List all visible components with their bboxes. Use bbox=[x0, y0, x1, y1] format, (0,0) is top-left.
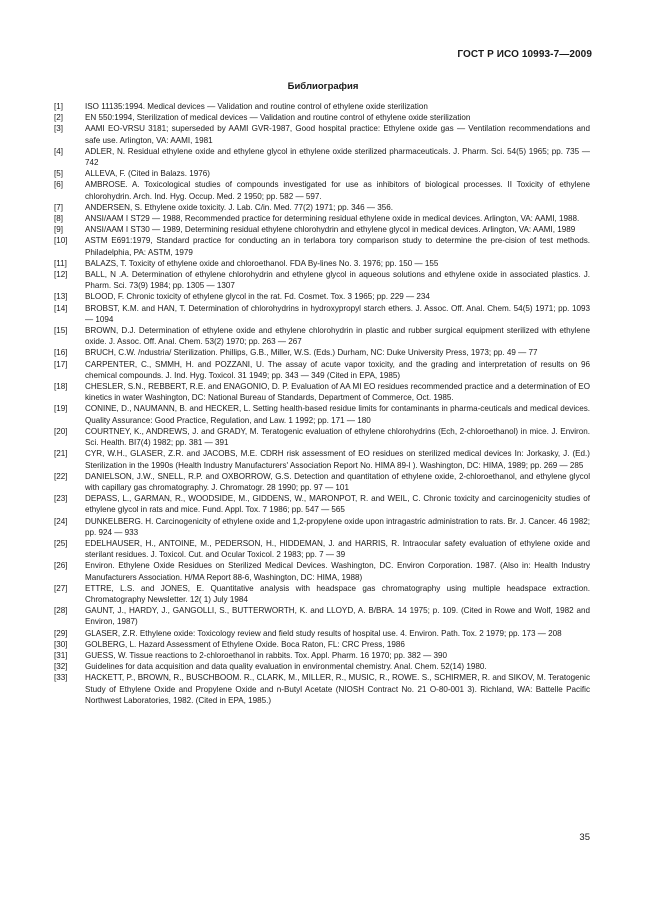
reference-text: BALAZS, T. Toxicity of ethylene oxide and chloroethanol. FDA By-lines No. 3. 1976; pp. 150 — 155 bbox=[85, 258, 439, 268]
reference-text: CYR, W.H., GLASER, Z.R. and JACOBS, M.E. CDRH risk assessment of EO residues on sterilized medical devices In: Jorkasky, J. (Ed.) Sterilization in the 1990s (Health Industry Manufacturers' Association Report No. HIMA 89-l ). Washington, DC: HIMA, 1989; pp. 269 — 285 bbox=[85, 449, 590, 470]
reference-item bbox=[54, 359, 590, 381]
reference-item bbox=[54, 258, 590, 269]
page-number: 35 bbox=[579, 832, 590, 843]
reference-number: [22] bbox=[54, 471, 68, 481]
reference-text: ISO 11135:1994. Medical devices — Validation and routine control of ethylene oxide sterilization bbox=[85, 102, 428, 111]
reference-text: EDELHAUSER, H., ANTOINE, M., PEDERSON, H., HIDDEMAN, J. and HARRIS, R. Intraocular safety evaluation of ethylene oxide and sterilant residues. J. Toxicol. Cut. and Ocular Toxicol. 2 1983; pp. 7 — 39 bbox=[85, 538, 590, 560]
reference-number: [31] bbox=[54, 650, 68, 660]
reference-item bbox=[54, 179, 590, 201]
reference-number: [11] bbox=[54, 258, 67, 268]
reference-text: GUESS, W. Tissue reactions to 2-chloroethanol in rabbits. Tox. Appl. Pharm. 16 1970; pp. 382 — 390 bbox=[85, 650, 448, 660]
standard-header: ГОСТ Р ИСО 10993-7—2009 bbox=[457, 49, 592, 60]
reference-item bbox=[54, 426, 590, 448]
reference-item bbox=[54, 291, 590, 302]
reference-number: [10] bbox=[54, 236, 68, 246]
reference-item bbox=[54, 448, 590, 470]
reference-item bbox=[54, 661, 590, 672]
reference-number: [26] bbox=[54, 561, 68, 571]
reference-item bbox=[54, 325, 590, 347]
reference-item bbox=[54, 347, 590, 358]
reference-number: [8] bbox=[54, 214, 63, 224]
reference-item bbox=[54, 583, 590, 605]
reference-number: [19] bbox=[54, 404, 68, 414]
reference-number: [12] bbox=[54, 270, 68, 280]
reference-number: [21] bbox=[54, 449, 68, 459]
reference-text: GOLBERG, L. Hazard Assessment of Ethylene Oxide. Boca Raton, FL: CRC Press, 1986 bbox=[85, 639, 405, 649]
reference-item bbox=[54, 123, 590, 145]
reference-item bbox=[54, 516, 590, 538]
reference-item bbox=[54, 628, 590, 639]
reference-text: BRUCH, C.W. /ndustria/ Sterilization. Phillips, G.B., Miller, W.S. (Eds.) Durham, NC: Duke University Press, 1973; pp. 49 — 77 bbox=[85, 348, 538, 358]
reference-number: [5] bbox=[54, 169, 63, 179]
reference-text: ALLEVA, F. (Cited in Balazs. 1976) bbox=[85, 169, 210, 179]
reference-text: CONINE, D., NAUMANN, B. and HECKER, L. Setting health-based residue limits for contaminants in pharma-ceuticals and medical devices. Quality Assurance: Good Practice, Regulation, and Law. 1 1992; pp. 171 — 180 bbox=[85, 404, 590, 425]
reference-number: [33] bbox=[54, 673, 68, 683]
reference-text: DEPASS, L., GARMAN, R., WOODSIDE, M., GIDDENS, W., MARONPOT, R. and WEIL, C. Chronic toxicity and carcinogenicity studies of ethylene glycol in rats and mice. Fund. Appl. Tox. 7 1986; pp. 547 — 565 bbox=[85, 494, 590, 515]
reference-item bbox=[54, 560, 590, 582]
reference-text: DUNKELBERG. H. Carcinogenicity of ethylene oxide and 1,2-propylene oxide upon intragastric administration to rats. Br. J. Cancer. 46 1982; pp. 924 — 933 bbox=[85, 516, 590, 537]
reference-text: AAMI EO-VRSU 3181; superseded by AAMI GVR-1987, Good hospital practice: Ethylene oxide gas — Ventilation recommendations and safe use. Arlington, VA: AAMI, 1981 bbox=[85, 124, 590, 145]
reference-item bbox=[54, 403, 590, 425]
bibliography-list bbox=[54, 101, 590, 706]
reference-number: [29] bbox=[54, 628, 68, 638]
reference-text: BROBST, K.M. and HAN, T. Determination of chlorohydrins in hydroxypropyl starch ethers. J. Assoc. Off. Anal. Chem. 54(5) 1971; pp. 1093 — 1094 bbox=[85, 303, 590, 324]
reference-item bbox=[54, 471, 590, 493]
reference-text: ETTRE, L.S. and JONES, E. Quantitative analysis with headspace gas chromatography using multiple headspace extraction. Chromatography Newsletter. 12( 1) July 1984 bbox=[85, 583, 590, 604]
reference-item bbox=[54, 493, 590, 515]
reference-item bbox=[54, 269, 590, 291]
reference-item bbox=[54, 213, 590, 224]
reference-text: COURTNEY, K., ANDREWS, J. and GRADY, M. Teratogenic evaluation of ethylene chlorohydrins (Ech, 2-chloroethanol) in mice. J. Environ. Sci. Health. BI7(4) 1982; pp. 381 — 391 bbox=[85, 426, 590, 448]
reference-text: HACKETT, P., BROWN, R., BUSCHBOOM. R., CLARK, M., MILLER, R., MUSIC, R., ROWE. S., SCHIRMER, R. and SIKOV, M. Teratogenic Study of Ethylene Oxide and Propylene Oxide and n-Butyl Acetate (NIOSH Contract No. 21 O-80-001 3). Richland, WA: Battelle Pacific Northwest Laboratories, 1982. (Cited in EPA, 1985.) bbox=[85, 673, 590, 705]
reference-text: ADLER, N. Residual ethylene oxide and ethylene glycol in ethylene oxide sterilized pharmaceuticals. J. Pharm. Sci. 54(5) 1965; pp. 735 — 742 bbox=[85, 146, 590, 168]
reference-item bbox=[54, 538, 590, 560]
reference-item bbox=[54, 650, 590, 661]
reference-item bbox=[54, 672, 590, 706]
reference-text: ANSI/AAM I ST30 — 1989, Determining residual ethylene chlorohydrin and ethylene glycol in medical devices. Arlington, VA: AAMI, 1989 bbox=[85, 225, 576, 235]
reference-text: Guidelines for data acquisition and data quality evaluation in environmental chemistry. Anal. Chem. 52(14) 1980. bbox=[85, 662, 487, 672]
reference-item bbox=[54, 605, 590, 627]
reference-text: CARPENTER, C., SMMH, H. and POZZANI, U. The assay of acute vapor toxicity, and the grading and interpretation of results on 96 chemical compounds. J. Ind. Hyg. Toxicol. 31 1949; pp. 343 — 349 (Cited in EPA, 1985) bbox=[85, 359, 590, 380]
reference-number: [23] bbox=[54, 494, 68, 504]
page-title: Библиография bbox=[287, 81, 359, 92]
reference-item bbox=[54, 639, 590, 650]
reference-number: [1] bbox=[54, 102, 63, 111]
reference-number: [14] bbox=[54, 303, 68, 313]
reference-text: ASTM E691:1979, Standard practice for conducting an in terlabora tory comparison study to determine the pre-cision of test methods. Philadelphia, PA: ASTM, 1979 bbox=[85, 236, 590, 257]
reference-number: [17] bbox=[54, 359, 68, 369]
reference-number: [4] bbox=[54, 146, 63, 156]
reference-text: BLOOD, F. Chronic toxicity of ethylene glycol in the rat. Fd. Cosmet. Tox. 3 1965; pp. 229 — 234 bbox=[85, 292, 430, 302]
reference-item bbox=[54, 112, 590, 123]
reference-item bbox=[54, 101, 590, 112]
reference-number: [3] bbox=[54, 124, 63, 134]
reference-number: [30] bbox=[54, 639, 68, 649]
reference-text: DANIELSON, J.W., SNELL, R.P. and OXBORROW, G.S. Detection and quantitation of ethylene oxide, 2-chloroethanol, and ethylene glycol with capillary gas chromatography. J. Chromatogr. 28 1990; pp. 97 — 101 bbox=[85, 471, 590, 492]
reference-item bbox=[54, 235, 590, 257]
reference-text: BROWN, D.J. Determination of ethylene oxide and ethylene chlorohydrin in plastic and rubber surgical equipment sterilized with ethylene oxide. J. Assoc. Off. Anal. Chem. 53(2) 1970; pp. 263 — 267 bbox=[85, 326, 590, 347]
reference-number: [25] bbox=[54, 538, 68, 548]
reference-number: [32] bbox=[54, 662, 68, 672]
reference-number: [15] bbox=[54, 326, 68, 336]
reference-text: ANSI/AAM I ST29 — 1988, Recommended practice for determining residual ethylene oxide in medical devices. Arlington, VA: AAMI, 1988. bbox=[85, 214, 580, 224]
reference-item bbox=[54, 224, 590, 235]
reference-item bbox=[54, 303, 590, 325]
reference-item bbox=[54, 168, 590, 179]
reference-number: [13] bbox=[54, 292, 68, 302]
reference-text: BALL, N .A. Determination of ethylene chlorohydrin and ethylene glycol in aqueous solutions and ethylene oxide in associated plastics. J. Pharm. Sci. 73(9) 1984; pp. 1305 — 1307 bbox=[85, 270, 590, 291]
reference-text: GLASER, Z.R. Ethylene oxide: Toxicology review and field study results of hospital use. 4. Environ. Path. Tox. 2 1979; pp. 173 — 208 bbox=[85, 628, 562, 638]
reference-number: [20] bbox=[54, 426, 68, 436]
reference-number: [28] bbox=[54, 606, 68, 616]
reference-number: [18] bbox=[54, 382, 68, 392]
reference-number: [2] bbox=[54, 113, 63, 123]
reference-text: Environ. Ethylene Oxide Residues on Sterilized Medical Devices. Washington, DC. Environ Corporation. 1987. (Also in: Health Industry Manufacturers Association. H/MA Report 88-6, Washington, DC: HIMA, 1988) bbox=[85, 561, 590, 582]
reference-item bbox=[54, 146, 590, 168]
reference-number: [9] bbox=[54, 225, 63, 235]
reference-number: [6] bbox=[54, 180, 63, 190]
reference-number: [24] bbox=[54, 516, 68, 526]
reference-item bbox=[54, 381, 590, 403]
reference-text: GAUNT, J., HARDY, J., GANGOLLI, S., BUTTERWORTH, K. and LLOYD, A. B/BRA. 14 1975; p. 109. (Cited in Rowe and Wolf, 1982 and Environ, 1987) bbox=[85, 606, 590, 627]
reference-text: AMBROSE. A. Toxicological studies of compounds investigated for use as inhibitors of biological processes. II Toxicity of ethylene chlorohydrin. Arch. Ind. Hyg. Occup. Med. 2 1950; pp. 582 — 597. bbox=[85, 180, 590, 201]
reference-number: [7] bbox=[54, 202, 63, 212]
reference-item bbox=[54, 202, 590, 213]
reference-text: ANDERSEN, S. Ethylene oxide toxicity. J. Lab. C/in. Med. 77(2) 1971; pp. 346 — 356. bbox=[85, 202, 394, 212]
reference-text: CHESLER, S.N., REBBERT, R.E. and ENAGONIO, D. P. Evaluation of AA MI EO residues recommended practice and a determination of EO kinetics in water Washington, DC: National Bureau of Standards, Department of Commerce, Oct. 1985. bbox=[85, 382, 590, 403]
reference-number: [27] bbox=[54, 583, 68, 593]
reference-text: EN 550:1994, Sterilization of medical devices — Validation and routine control of ethylene oxide sterilization bbox=[85, 113, 471, 123]
reference-number: [16] bbox=[54, 348, 68, 358]
